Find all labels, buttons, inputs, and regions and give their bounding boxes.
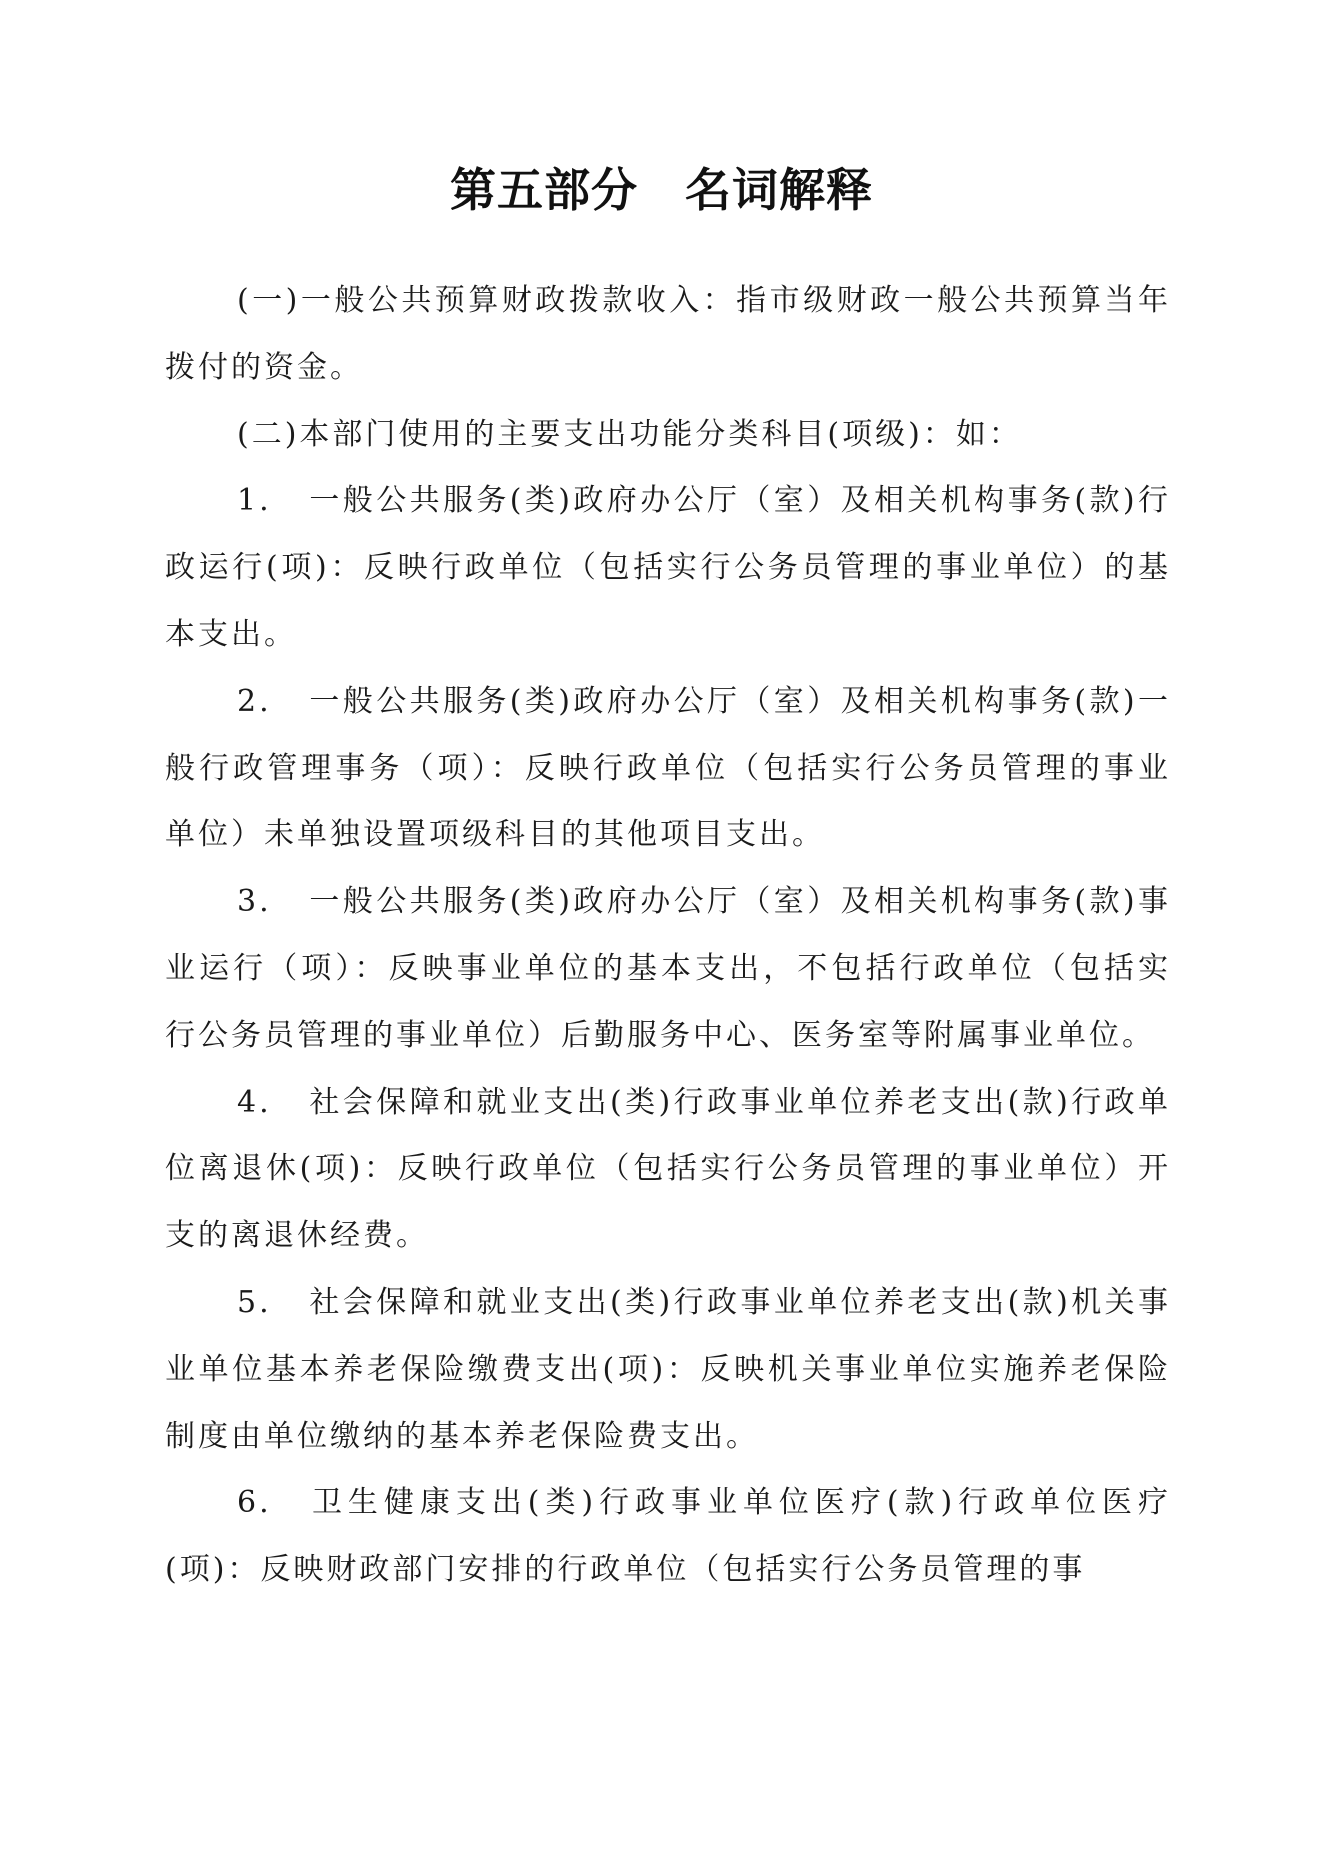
paragraph bbox=[165, 402, 1171, 469]
item-number: 6. bbox=[237, 1485, 272, 1521]
item-number: 4. bbox=[237, 1084, 272, 1120]
item-number: 2. bbox=[237, 683, 272, 719]
numbered-paragraph bbox=[165, 468, 1171, 668]
item-number: 1. bbox=[237, 483, 272, 519]
item-number: 3. bbox=[237, 884, 272, 920]
paragraph-text: (二)本部门使用的主要支出功能分类科目(项级)：如： bbox=[237, 416, 1022, 452]
paragraph-text: 卫生健康支出(类)行政事业单位医疗(款)行政单位医疗(项)：反映财政部门安排的行政单位（包括实行公务员管理的事 bbox=[165, 1485, 1171, 1588]
numbered-paragraph bbox=[165, 1270, 1171, 1470]
numbered-paragraph bbox=[165, 869, 1171, 1069]
numbered-paragraph bbox=[165, 1470, 1171, 1604]
paragraph-text: 一般公共服务(类)政府办公厅（室）及相关机构事务(款)一般行政管理事务（项）：反映行政单位（包括实行公务员管理的事业单位）未单独设置项级科目的其他项目支出。 bbox=[165, 683, 1171, 853]
paragraph-text: 社会保障和就业支出(类)行政事业单位养老支出(款)行政单位离退休(项)：反映行政单位（包括实行公务员管理的事业单位）开支的离退休经费。 bbox=[165, 1084, 1171, 1254]
numbered-paragraph bbox=[165, 1070, 1171, 1270]
paragraph-text: 一般公共服务(类)政府办公厅（室）及相关机构事务(款)行政运行(项)：反映行政单位（包括实行公务员管理的事业单位）的基本支出。 bbox=[165, 483, 1171, 652]
page-title: 第五部分 名词解释 bbox=[450, 163, 873, 217]
paragraph-text: (一)一般公共预算财政拨款收入：指市级财政一般公共预算当年拨付的资金。 bbox=[165, 283, 1171, 385]
document-body bbox=[165, 268, 1171, 1604]
paragraph bbox=[165, 268, 1171, 402]
numbered-paragraph bbox=[165, 669, 1171, 869]
paragraph-text: 社会保障和就业支出(类)行政事业单位养老支出(款)机关事业单位基本养老保险缴费支出(项)：反映机关事业单位实施养老保险制度由单位缴纳的基本养老保险费支出。 bbox=[165, 1284, 1171, 1454]
item-number: 5. bbox=[237, 1284, 272, 1320]
paragraph-text: 一般公共服务(类)政府办公厅（室）及相关机构事务(款)事业运行（项）：反映事业单位的基本支出，不包括行政单位（包括实行公务员管理的事业单位）后勤服务中心、医务室等附属事业单位。 bbox=[165, 884, 1171, 1053]
